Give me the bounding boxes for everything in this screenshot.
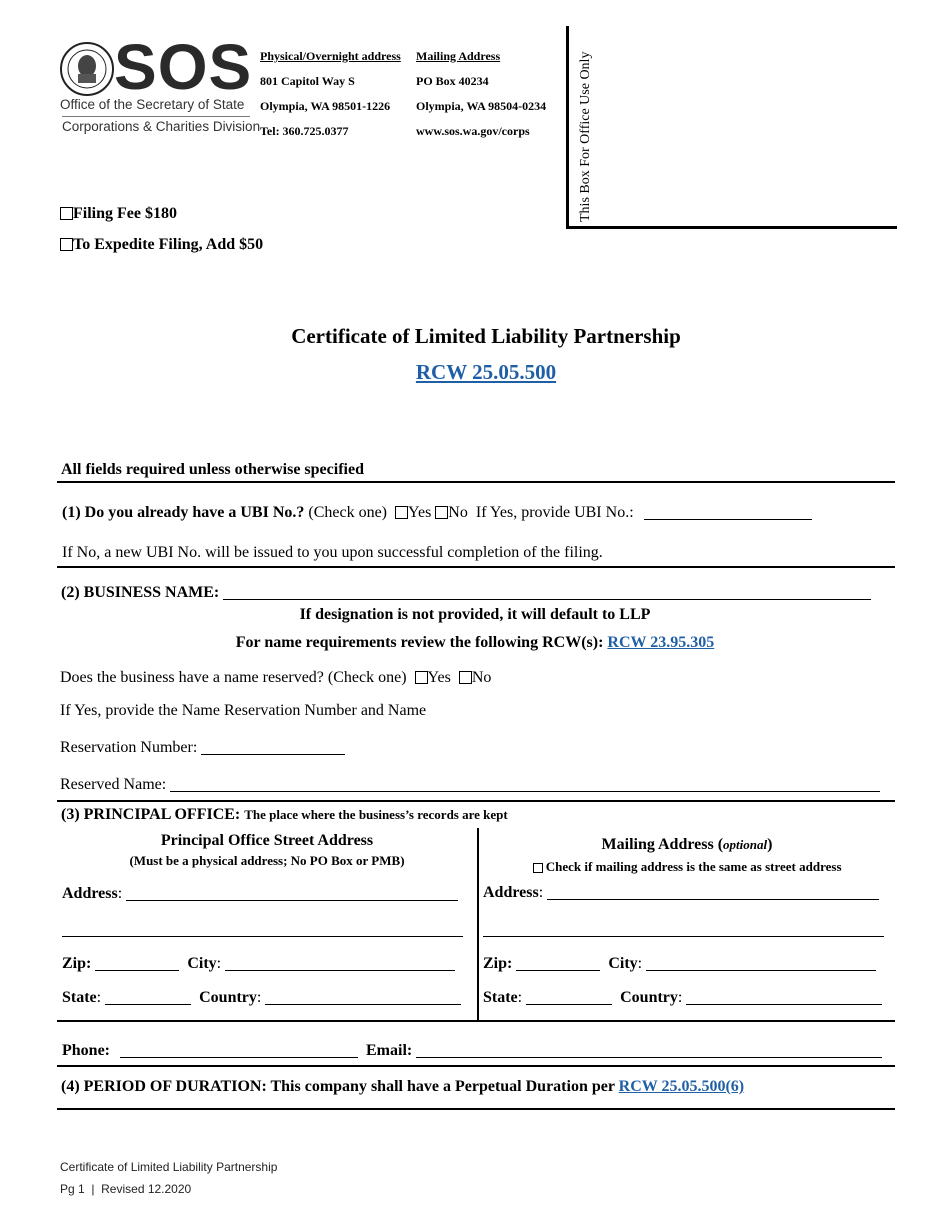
left-address-row: Address: — [62, 885, 458, 903]
footer-title: Certificate of Limited Liability Partnership — [60, 1160, 278, 1174]
expedite-row — [60, 236, 263, 254]
footer-page: Pg 1 | Revised 12.2020 — [60, 1182, 192, 1196]
office-use-box — [566, 26, 897, 229]
reserved-no-label: No — [471, 669, 492, 686]
principal-street-heading: Principal Office Street Address — [160, 832, 374, 849]
right-zip-label: Zip: — [483, 955, 513, 972]
business-name-field[interactable] — [223, 599, 871, 600]
left-address-label: Address — [62, 885, 118, 902]
left-state-field[interactable] — [105, 1004, 191, 1005]
left-country-field[interactable] — [265, 1004, 461, 1005]
division-name: Corporations & Charities Division — [62, 119, 261, 134]
reserved-name-field[interactable] — [170, 791, 880, 792]
same-address-label: Check if mailing address is the same as street address — [545, 859, 842, 874]
duration-text: (4) PERIOD OF DURATION: This company shall have a Perpetual Duration per — [61, 1078, 615, 1095]
office-name: Office of the Secretary of State — [60, 97, 245, 112]
left-address-field[interactable] — [126, 900, 458, 901]
phone-label: Phone: — [62, 1042, 110, 1059]
email-field[interactable] — [416, 1057, 882, 1058]
rcw-duration-link[interactable]: RCW 25.05.500(6) — [618, 1078, 745, 1095]
right-state-country-row: State: Country: — [483, 989, 882, 1007]
email-label: Email: — [366, 1042, 413, 1059]
principal-office-sublabel: The place where the business’s records are kept — [244, 807, 508, 822]
physical-phone: Tel: 360.725.0377 — [260, 124, 349, 138]
mailing-line2: Olympia, WA 98504-0234 — [416, 99, 547, 113]
rule-section2 — [57, 800, 895, 802]
mailing-column-title: Mailing Address — [601, 836, 714, 853]
right-address-line2[interactable] — [483, 936, 884, 937]
reservation-number-field[interactable] — [201, 754, 345, 755]
left-city-label: City — [187, 955, 217, 972]
mailing-address-block — [416, 44, 546, 144]
office-use-label: This Box For Office Use Only — [578, 51, 593, 222]
right-address-row: Address: — [483, 884, 879, 902]
physical-address-block — [260, 44, 401, 144]
mailing-optional: optional — [723, 837, 768, 852]
physical-line1: 801 Capitol Way S — [260, 74, 355, 88]
section1-check-one: (Check one) — [308, 504, 388, 521]
reserved-no-checkbox[interactable] — [459, 671, 472, 684]
ubi-yes-checkbox[interactable] — [395, 506, 408, 519]
page-title: Certificate of Limited Liability Partnership — [291, 324, 681, 348]
right-state-label: State — [483, 989, 518, 1006]
reserved-name-label: Reserved Name: — [60, 776, 167, 793]
ubi-no-checkbox[interactable] — [435, 506, 448, 519]
logo-divider — [62, 116, 250, 117]
rule-section3 — [57, 1020, 895, 1022]
name-reserved-question: Does the business have a name reserved? (Check one) — [60, 669, 407, 686]
expedite-checkbox[interactable] — [60, 238, 73, 251]
left-zip-city-row: Zip: City: — [62, 955, 455, 973]
name-req-text: For name requirements review the following RCW(s): — [235, 634, 604, 651]
physical-line2: Olympia, WA 98501-1226 — [260, 99, 391, 113]
logo-wordmark: SOS — [114, 31, 253, 103]
left-zip-label: Zip: — [62, 955, 92, 972]
business-name-row — [61, 584, 871, 602]
required-note: All fields required unless otherwise specified — [61, 461, 364, 478]
left-state-country-row: State: Country: — [62, 989, 461, 1007]
mailing-line1: PO Box 40234 — [416, 74, 489, 88]
left-zip-field[interactable] — [95, 970, 179, 971]
section1-question: (1) Do you already have a UBI No.? — [62, 504, 305, 521]
right-city-label: City — [608, 955, 638, 972]
rule-section4 — [57, 1108, 895, 1110]
name-requirements — [0, 634, 950, 652]
left-state-label: State — [62, 989, 97, 1006]
rule-section1 — [57, 566, 895, 568]
left-address-line2[interactable] — [62, 936, 463, 937]
right-zip-city-row: Zip: City: — [483, 955, 876, 973]
mailing-website: www.sos.wa.gov/corps — [416, 124, 530, 138]
designation-note: If designation is not provided, it will default to LLP — [299, 606, 651, 623]
principal-street-subheading: (Must be a physical address; No PO Box or PMB) — [129, 853, 405, 868]
rule-required — [57, 481, 895, 483]
name-reserved-row — [60, 669, 491, 687]
phone-field[interactable] — [120, 1057, 358, 1058]
reserved-name-row — [60, 776, 880, 794]
left-country-label: Country — [199, 989, 257, 1006]
rule-phone — [57, 1065, 895, 1067]
same-address-checkbox[interactable] — [533, 863, 543, 873]
business-name-label: (2) BUSINESS NAME: — [61, 584, 220, 601]
right-address-label: Address — [483, 884, 539, 901]
state-seal-icon — [60, 42, 114, 96]
right-city-field[interactable] — [646, 970, 876, 971]
same-address-row — [479, 859, 895, 875]
ubi-number-label: If Yes, provide UBI No.: — [475, 504, 634, 521]
expedite-label: To Expedite Filing, Add $50 — [73, 236, 264, 253]
reserved-yes-label: Yes — [427, 669, 451, 686]
column-divider — [477, 828, 479, 1020]
reservation-instructions: If Yes, provide the Name Reservation Number and Name — [60, 702, 427, 719]
mailing-heading: Mailing Address — [416, 49, 501, 63]
filing-fee-label: Filing Fee $180 — [73, 205, 177, 222]
right-zip-field[interactable] — [516, 970, 600, 971]
mailing-column-heading: Mailing Address (optional) — [601, 836, 773, 853]
section1-row — [62, 504, 812, 522]
right-address-field[interactable] — [547, 899, 879, 900]
ubi-number-field[interactable] — [644, 519, 812, 520]
ubi-no-label: No — [448, 504, 468, 521]
physical-heading: Physical/Overnight address — [260, 49, 401, 63]
right-country-field[interactable] — [686, 1004, 882, 1005]
filing-fee-row — [60, 205, 177, 223]
right-state-field[interactable] — [526, 1004, 612, 1005]
agency-logo — [60, 31, 261, 136]
filing-fee-checkbox[interactable] — [60, 207, 73, 220]
principal-office-heading — [61, 806, 508, 824]
rcw-name-link[interactable]: RCW 23.95.305 — [607, 634, 715, 651]
ubi-yes-label: Yes — [408, 504, 432, 521]
reserved-yes-checkbox[interactable] — [415, 671, 428, 684]
rcw-title-link[interactable]: RCW 25.05.500 — [415, 360, 557, 384]
right-country-label: Country — [620, 989, 678, 1006]
reservation-number-row — [60, 739, 345, 757]
section1-note: If No, a new UBI No. will be issued to you upon successful completion of the filing. — [62, 544, 603, 561]
left-city-field[interactable] — [225, 970, 455, 971]
reservation-number-label: Reservation Number: — [60, 739, 198, 756]
phone-email-row — [62, 1042, 882, 1060]
duration-row — [61, 1078, 744, 1096]
principal-office-label: (3) PRINCIPAL OFFICE: — [61, 806, 241, 823]
